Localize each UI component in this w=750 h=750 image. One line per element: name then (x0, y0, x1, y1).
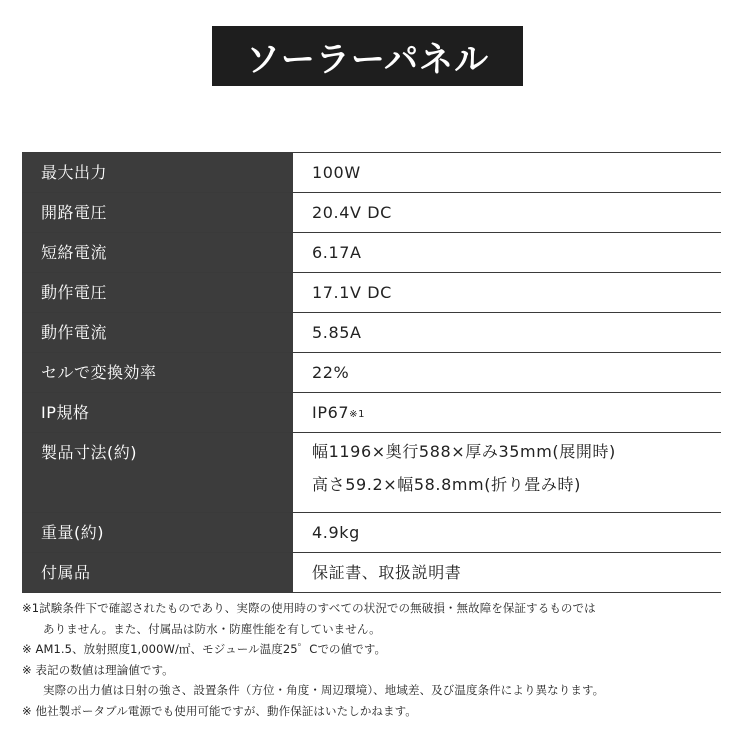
spec-value: 100W (312, 163, 361, 182)
spec-value: IP67 (312, 403, 350, 422)
spec-value-unfolded: 幅1196×奥行588×厚み35mm(展開時) (312, 442, 616, 461)
spec-label: 動作電圧 (22, 273, 293, 312)
spec-row-accessories (22, 553, 721, 593)
spec-value: 20.4V DC (312, 203, 392, 222)
footnote-line: ※ AM1.5、放射照度1,000W/㎡、モジュール温度25゜Cでの値です。 (22, 642, 387, 656)
spec-value: 保証書、取扱説明書 (312, 563, 462, 582)
title-banner (212, 26, 523, 86)
spec-value-cell (293, 393, 721, 432)
page-title: ソーラーパネル (245, 39, 490, 80)
spec-label: 付属品 (22, 553, 293, 592)
spec-row-weight (22, 513, 721, 553)
spec-value-cell (293, 433, 721, 512)
spec-value: 17.1V DC (312, 283, 392, 302)
spec-row-ip-rating (22, 393, 721, 433)
spec-value-folded: 高さ59.2×幅58.8mm(折り畳み時) (312, 475, 581, 494)
footnote-line: ※ 表記の数値は理論値です。 (22, 662, 174, 677)
spec-row-short-circuit-current (22, 233, 721, 273)
spec-label: セルで変換効率 (22, 353, 293, 392)
spec-label: 製品寸法(約) (22, 433, 293, 512)
spec-label: 開路電圧 (22, 193, 293, 232)
spec-label: 動作電流 (22, 313, 293, 352)
spec-label: 最大出力 (22, 153, 293, 192)
footnote-line: ありません。また、付属品は防水・防塵性能を有していません。 (43, 621, 381, 636)
spec-value: 6.17A (312, 243, 362, 262)
footnote-line: 実際の出力値は日射の強さ、設置条件（方位・角度・周辺環境）、地域差、及び温度条件により異なります。 (43, 683, 605, 697)
spec-value: 4.9kg (312, 523, 360, 542)
spec-value: 22% (312, 363, 350, 382)
spec-label: 重量(約) (22, 513, 293, 552)
spec-table (22, 152, 721, 593)
footnote-line: ※1試験条件下で確認されたものであり、実際の使用時のすべての状況での無破損・無故障を保証するものでは (22, 601, 596, 615)
spec-row-open-circuit-voltage (22, 193, 721, 233)
footnote-mark: ※1 (349, 409, 366, 420)
spec-row-operating-voltage (22, 273, 721, 313)
spec-row-conversion-efficiency (22, 353, 721, 393)
spec-row-dimensions (22, 433, 721, 513)
spec-label: IP規格 (22, 393, 293, 432)
spec-row-operating-current (22, 313, 721, 353)
footnotes (22, 598, 732, 721)
footnote-line: ※ 他社製ポータブル電源でも使用可能ですが、動作保証はいたしかねます。 (22, 703, 417, 718)
spec-label: 短絡電流 (22, 233, 293, 272)
spec-row-max-output (22, 153, 721, 193)
spec-value: 5.85A (312, 323, 362, 342)
